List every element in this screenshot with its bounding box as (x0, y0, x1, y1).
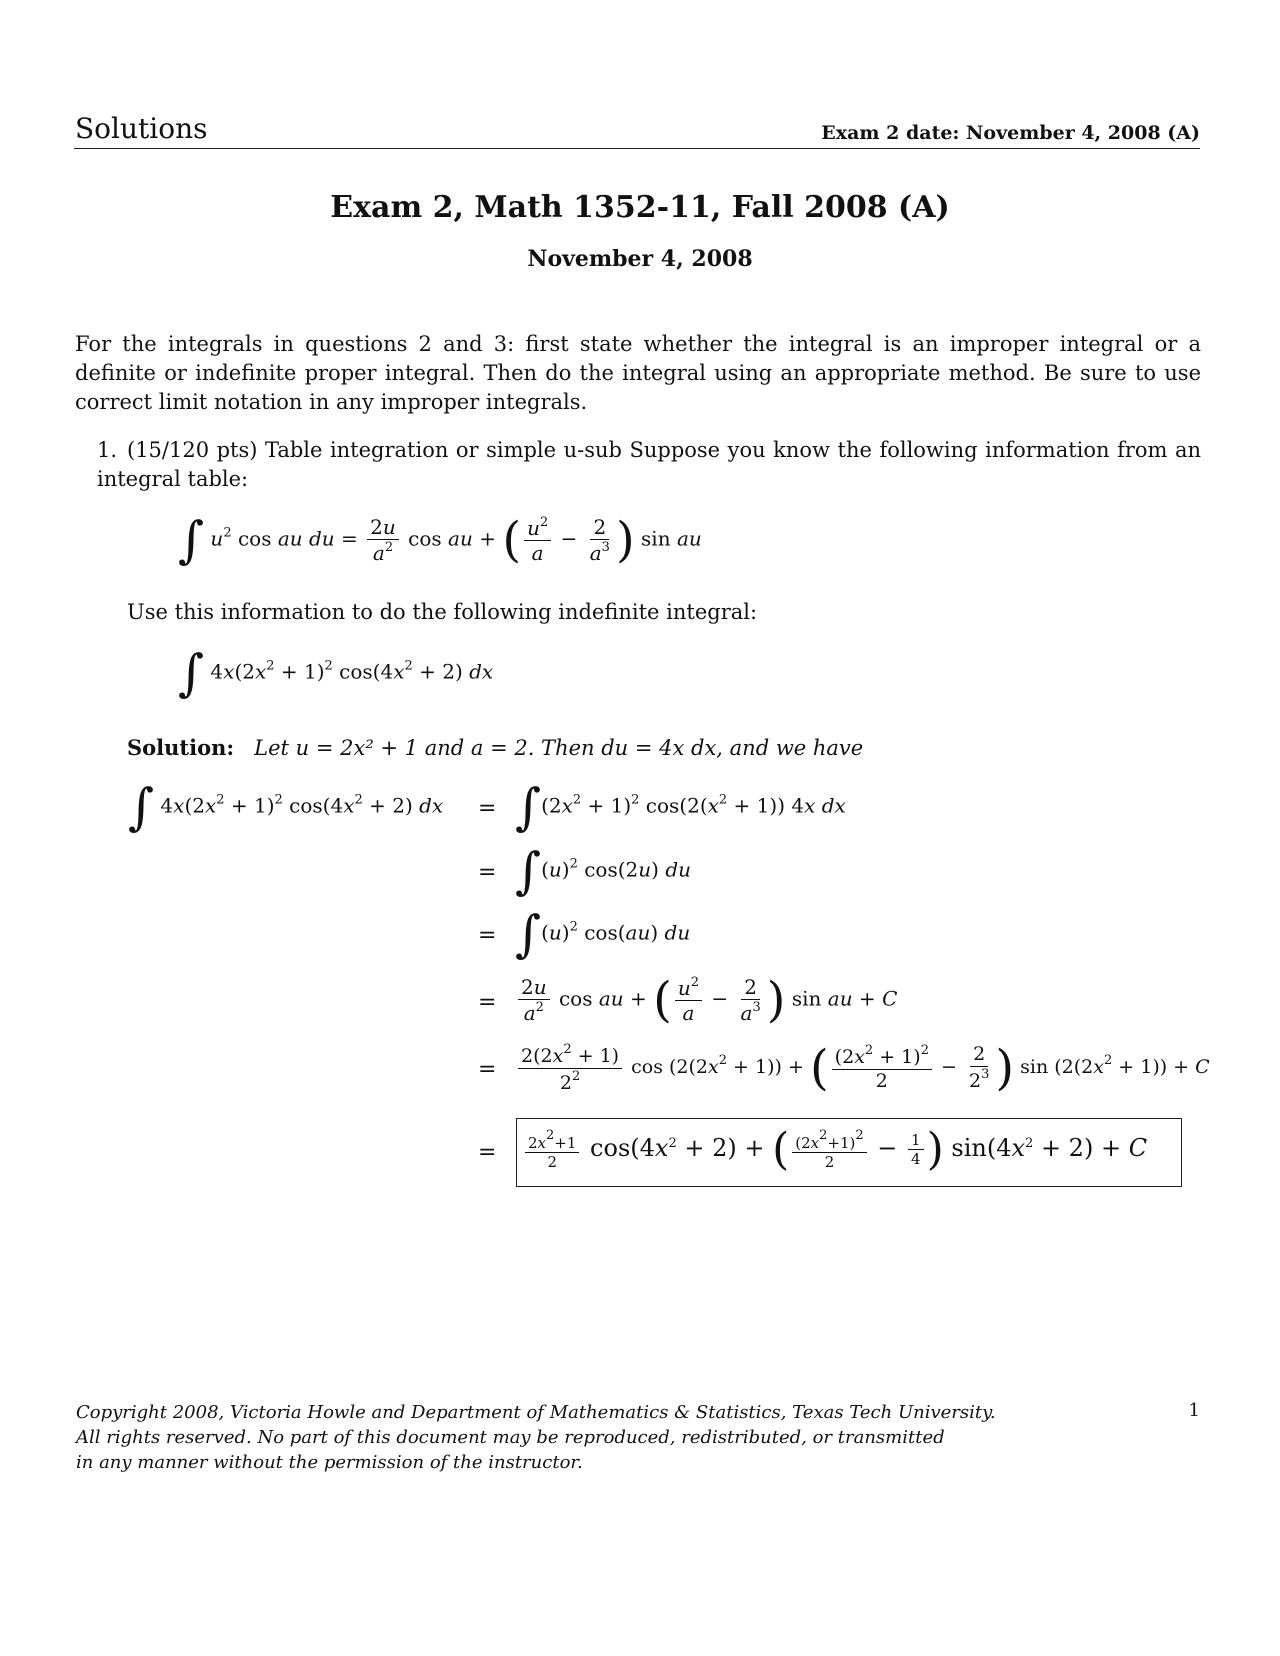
table-formula: ∫ $u^2$ cos au du = $\frac{2u}{a^2}$ cos au + ( $\frac{u^2}{a}$ − $\frac{2}{a^3}$ ) sin au (178, 511, 702, 569)
question-number: 1. (97, 438, 118, 462)
running-header-left: Solutions (75, 112, 208, 145)
footer-line-1: Copyright 2008, Victoria Howle and Department of Mathematics & Statistics, Texas Tech University. (76, 1402, 996, 1423)
target-integral: ∫ $4x(2x^2 + 1)^2$ $\cos(4x^2 + 2)$ dx (178, 644, 494, 702)
page-title: Exam 2, Math 1352-11, Fall 2008 (A) (330, 190, 950, 225)
footer-line-2: All rights reserved. No part of this document may be reproduced, redistributed, or transmitted (76, 1427, 945, 1448)
footer-line-3: in any manner without the permission of the instructor. (76, 1452, 583, 1473)
page-number: 1 (1188, 1400, 1200, 1421)
copyright-footer (76, 1400, 996, 1475)
running-header-right: Exam 2 date: November 4, 2008 (A) (821, 122, 1200, 144)
derivation: ∫ $4x(2x^2 + 1)^2$ $\cos(4x^2 + 2)$ dx = $\int(2x^2 + 1)^2$ $\cos(2(x^2 + 1))$ 4x dx = $\int(u)^2$ cos(2u) du = $\int(u)^2$ cos(au) du = $\frac{2u}{a^2}$ cos au + ( $\frac{u^2}{a}$ − $\frac{2}{a^3}$ ) sin au + C = $\frac{2(2x^2 + 1)}{2^2}$ $\cos (2(2x^2 + 1))$ + ( $\frac{(2x^2 + 1)^2}{2}$ − $\frac{2}{2^3}$ ) $\sin (2(2x^2 + 1)) + C$ = $\frac{2x^2+1}{2}$ $\cos(4x^2 + 2)$ + ( $\frac{(2x^2+1)^2}{2}$ − $\frac{1}{4}$ ) $\sin(4x^2 + 2) + C$ (0, 0, 1280, 1656)
instruction-text: Use this information to do the following indefinite integral: (127, 600, 758, 624)
exam-date: November 4, 2008 (527, 246, 753, 272)
instructions-paragraph: For the integrals in questions 2 and 3: first state whether the integral is an improper integral or a definite or indefinite proper integral. Then do the integral using an appropriate method. Be sure to use correct limit notation in any improper integrals. (75, 332, 1201, 414)
solution-text: Let u = 2x² + 1 and a = 2. Then du = 4x dx, and we have (254, 736, 864, 760)
question-text: (15/120 pts) Table integration or simple u-sub Suppose you know the following information from an integral table: (97, 438, 1201, 491)
solution-label: Solution: (127, 735, 235, 760)
